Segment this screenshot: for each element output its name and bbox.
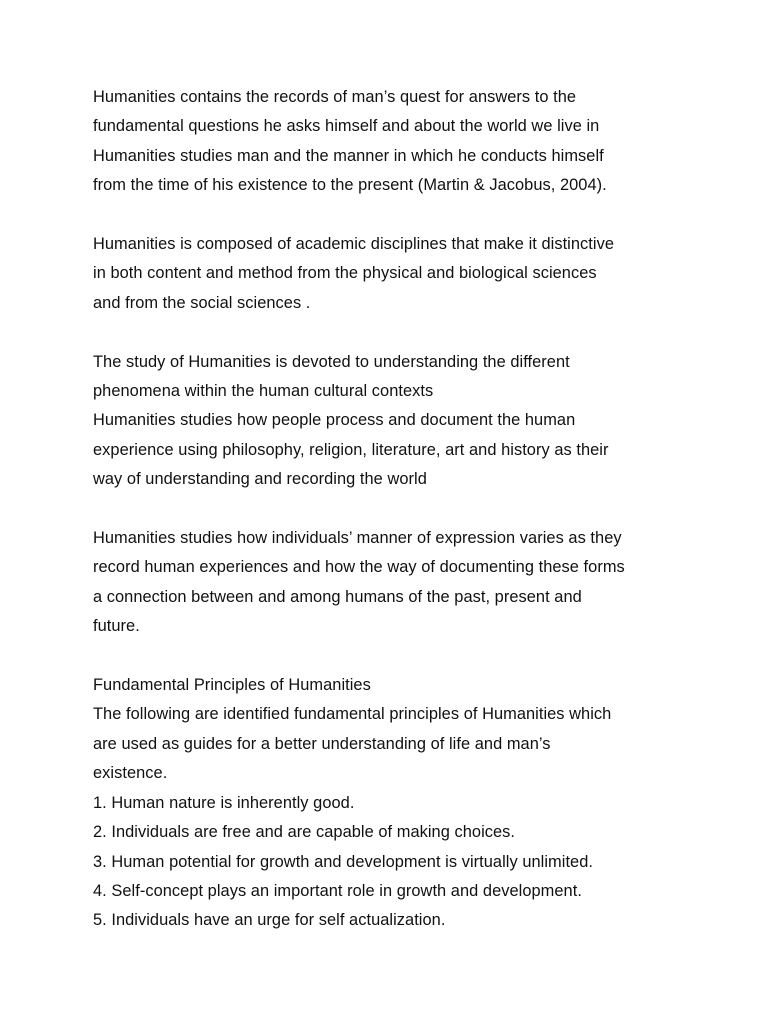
text-line: The following are identified fundamental principles of Humanities which bbox=[93, 705, 612, 724]
text-line: and from the social sciences . bbox=[93, 293, 311, 312]
text-line: Humanities is composed of academic disciplines that make it distinctive bbox=[93, 235, 614, 254]
text-line: Humanities studies man and the manner in which he conducts himself bbox=[93, 146, 604, 165]
list-item: 4. Self-concept plays an important role in growth and development. bbox=[93, 881, 582, 900]
text-line: existence. bbox=[93, 764, 168, 783]
text-line: Humanities studies how people process and document the human bbox=[93, 411, 576, 430]
paragraph-academic-disciplines bbox=[93, 230, 693, 318]
paragraph-humanities-records bbox=[93, 83, 693, 201]
section-fundamental-principles bbox=[93, 671, 693, 936]
list-item: 3. Human potential for growth and development is virtually unlimited. bbox=[93, 852, 593, 871]
text-line: a connection between and among humans of the past, present and bbox=[93, 587, 582, 606]
text-line: in both content and method from the physical and biological sciences bbox=[93, 264, 597, 283]
list-item: 5. Individuals have an urge for self actualization. bbox=[93, 911, 446, 930]
text-line: are used as guides for a better understanding of life and man’s bbox=[93, 734, 551, 753]
paragraph-study-of-humanities bbox=[93, 348, 693, 495]
text-line: way of understanding and recording the world bbox=[93, 470, 427, 489]
text-line: The study of Humanities is devoted to understanding the different bbox=[93, 352, 570, 371]
document-body bbox=[93, 83, 693, 936]
text-line: Humanities studies how individuals’ manner of expression varies as they bbox=[93, 529, 622, 548]
paragraph-gap bbox=[93, 318, 693, 347]
text-line: Humanities contains the records of man’s quest for answers to the bbox=[93, 88, 577, 106]
text-line: from the time of his existence to the present (Martin & Jacobus, 2004). bbox=[93, 176, 607, 195]
text-line: phenomena within the human cultural contexts bbox=[93, 382, 434, 401]
paragraph-gap bbox=[93, 201, 693, 230]
text-line: experience using philosophy, religion, literature, art and history as their bbox=[93, 440, 609, 459]
list-item: 2. Individuals are free and are capable of making choices. bbox=[93, 823, 516, 842]
paragraph-manner-of-expression bbox=[93, 524, 693, 642]
section-heading: Fundamental Principles of Humanities bbox=[93, 676, 371, 695]
text-line: record human experiences and how the way of documenting these forms bbox=[93, 558, 625, 577]
text-line: future. bbox=[93, 617, 140, 636]
paragraph-gap bbox=[93, 495, 693, 524]
paragraph-gap bbox=[93, 642, 693, 671]
text-line: fundamental questions he asks himself and about the world we live in bbox=[93, 117, 600, 136]
list-item: 1. Human nature is inherently good. bbox=[93, 793, 355, 812]
